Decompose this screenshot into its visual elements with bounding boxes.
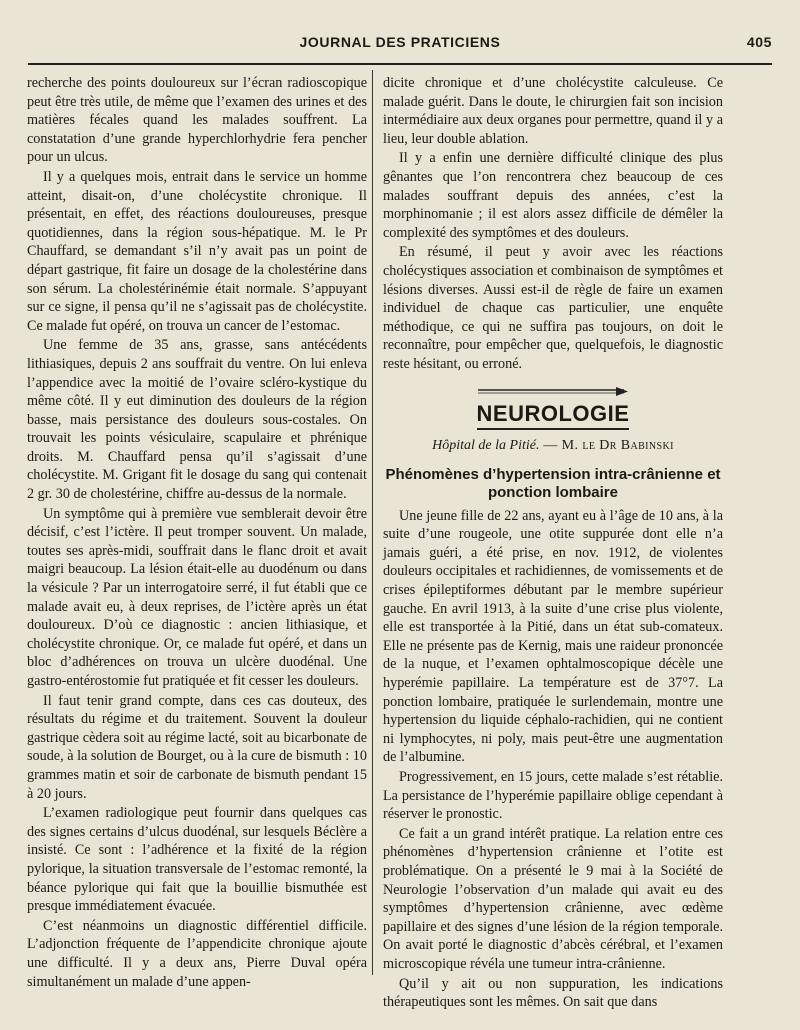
paragraph: L’examen radiologique peut fournir dans quelques cas des signes certains d’ulcus duodénal, sur lesquels Béclère a insisté. Ce sont : l’adhérence et la fixité de la région pylorique, la situation transversale de l’estomac remonté, la béance pylorique qui fait que la bouillie bismuthée est presque immédiatement évacuée.: [27, 805, 367, 915]
paragraph: Un symptôme qui à première vue semblerait devoir être décisif, c’est l’ictère. Il peut tromper souvent. Un malade, toutes ses après-midi, souffrait dans le flanc droit et avait maigri beaucoup. La lésion était-elle au duodénum ou dans la vésicule ? Par un interrogatoire serré, il fut établi que ce malade avait eu, à deux reprises, de l’ictère après un état douloureux. D’où ce diagnostic : ancien lithiasique, et cholécystite chronique. Or, ce malade fut opéré, et dans un bloc d’adhérences on trouva un ulcère duodénal. Une gastro-entérostomie fut pratiquée et fit cesser les douleurs.: [27, 505, 367, 689]
section-heading: [383, 400, 723, 426]
paragraph: Il y a quelques mois, entrait dans le service un homme atteint, disait-on, d’une cholécystite chronique. Il présentait, en effet, des réactions douloureuses, presque quotidiennes, dans la région sous-hépatique. M. le Pr Chauffard, se demandant s’il n’y avait pas un point de départ gastrique, fit faire un dosage de la cholestérine dans son sérum. La cholestérinémie était normale. S’appuyant sur ce signe, il pensa qu’il ne s’agissait pas de cholécystite. Ce malade fut opéré, on trouva un cancer de l’estomac.: [27, 168, 367, 334]
byline-author: — M. le Dr Babinski: [539, 438, 674, 454]
paragraph: dicite chronique et d’une cholécystite calculeuse. Ce malade guérit. Dans le doute, le chirurgien fait son incision intermédiaire aux deux organes pour permettre, quand il y a lieu, leur double ablation.: [383, 75, 723, 147]
paragraph: Il y a enfin une dernière difficulté clinique des plus gênantes que l’on rencontrera chez beaucoup de ces malades souffrant depuis des années, c’est la morphinomanie ; il est alors assez difficile de démêler la complexité des symptômes et des douleurs.: [383, 150, 723, 241]
paragraph: Une jeune fille de 22 ans, ayant eu à l’âge de 10 ans, à la suite d’une rougeole, une otite suppurée dont elle n’a jamais guéri, a été prise, en nov. 1912, de violentes douleurs occipitales et rachidiennes, de vomissements et de crises épileptiformes débutant par le membre supérieur gauche. En avril 1913, à la suite d’une crise plus violente, elle est transportée à la Pitié, dans un état sub-comateux. Elle ne présente pas de Kernig, mais une raideur prononcée de la nuque, et l’examen ophtalmoscopique décèle une hyperémie papillaire. La température est de 37°7. La ponction lombaire, pratiquée le surlendemain, montre une hypertension du liquide céphalo-rachidien, qui ne contient ni lymphocytes, ni poly, mais peut-être une augmentation de l’albumine.: [383, 507, 723, 766]
paragraph: Progressivement, en 15 jours, cette malade s’est rétablie. La persistance de l’hyperémie papillaire oblige cependant à réserver le pronostic.: [383, 769, 723, 823]
journal-title: JOURNAL DES PRATICIENS: [299, 34, 501, 50]
column-divider: [372, 70, 373, 975]
paragraph: C’est néanmoins un diagnostic différentiel difficile. L’adjonction fréquente de l’appendicite chronique ajoute une difficulté. Il y a deux ans, Pierre Duval opéra simultanément un malade d’une appen-: [27, 917, 367, 990]
left-column: [27, 74, 367, 991]
separator-ornament: [478, 386, 628, 396]
byline-place: Hôpital de la Pitié.: [432, 438, 540, 454]
section-title: NEUROLOGIE: [477, 401, 630, 430]
paragraph: Qu’il y ait ou non suppuration, les indications thérapeutiques sont les mêmes. On sait que dans: [383, 975, 723, 1011]
byline: [383, 437, 723, 456]
running-header: [28, 28, 772, 58]
paragraph: recherche des points douloureux sur l’écran radioscopique peut être très utile, de même que l’examen des urines et des matières fécales quand les malades souffrent. La constatation d’une grande hyperchlorhydrie fera pencher pour un ulcus.: [27, 75, 367, 166]
paragraph: En résumé, il peut y avoir avec les réactions cholécystiques association et combinaison de symptômes et lésions diverses. Aussi est-il de règle de faire un examen individuel de chaque cas particulier, une enquête méthodique, ce qui ne suffira pas toujours, on doit le reconnaître, pour empêcher que, quelquefois, le diagnostic reste hésitant, ou erroné.: [383, 244, 723, 372]
section-separator: [478, 386, 628, 397]
page-number: 405: [746, 34, 772, 50]
paragraph: Ce fait a un grand intérêt pratique. La relation entre ces phénomènes d’hypertension crânienne et l’otite est problématique. On a présenté le 9 mai à la Société de Neurologie l’observation d’un malade qui avait eu des symptômes d’hypertension crânienne, avec œdème papillaire et des signes d’une lésion de la région temporale. On avait porté le diagnostic d’abcès cérébral, et l’examen microscopique révéla une tumeur intra-crânienne.: [383, 825, 723, 972]
paragraph: Une femme de 35 ans, grasse, sans antécédents lithiasiques, depuis 2 ans souffrait du ventre. On lui enleva l’appendice avec la moitié de l’ovaire scléro-kystique du même côté. Il y eut diminution des douleurs de la région basse, mais persistance des douleurs sous-costales. On trouvait les points vésiculaire, scapulaire et phrénique droits. M. Chauffard pensa qu’il s’agissait d’une cholécystite. M. Grigant fit le dosage du sang qui contenait 2 gr. 30 de cholestérine, chiffre au-dessus de la normale.: [27, 337, 367, 503]
article-title: Phénomènes d’hypertension intra-crânienne et ponction lombaire: [385, 465, 721, 501]
paragraph: Il faut tenir grand compte, dans ces cas douteux, des résultats du régime et du traitement. Souvent la douleur gastrique cèdera soit au régime lacté, soit au bicarbonate de soude, à la solution de Bourget, ou à la cure de bismuth : 10 grammes matin et soir de carbonate de bismuth pendant 15 à 20 jours.: [27, 692, 367, 802]
header-rule: [28, 63, 772, 65]
right-column: [383, 74, 723, 1012]
